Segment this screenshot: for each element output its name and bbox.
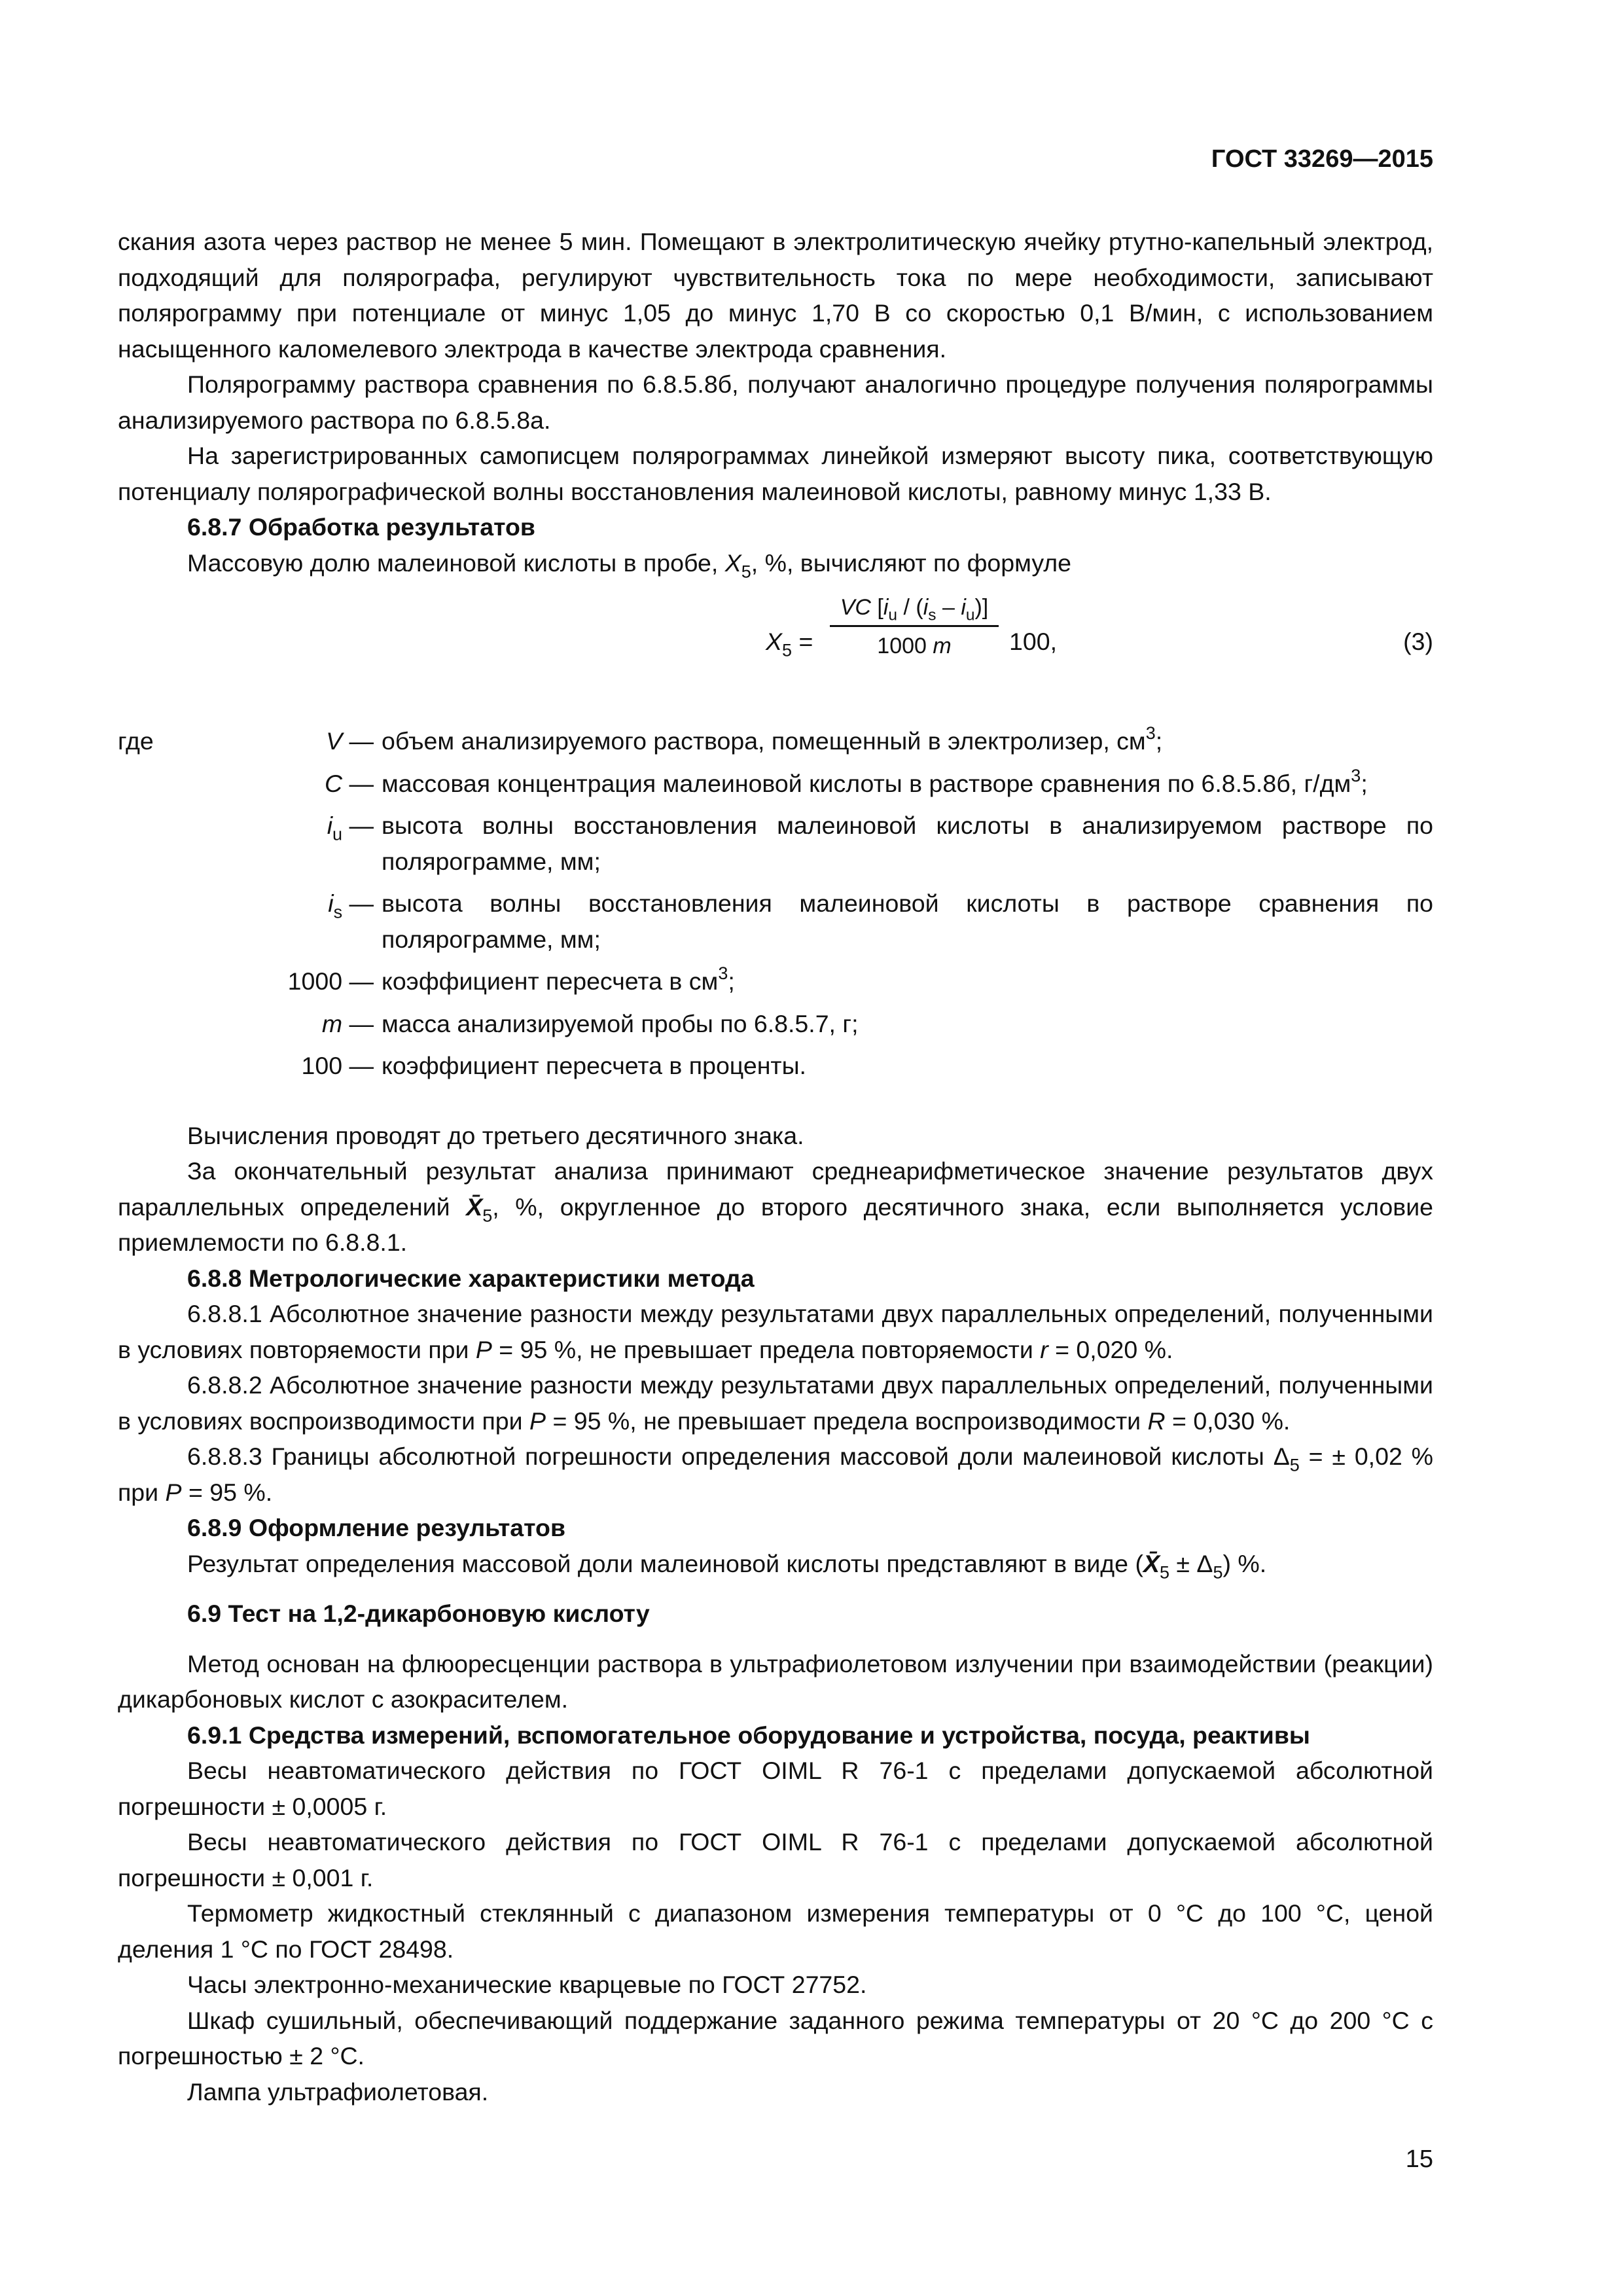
spacer [118, 1090, 1433, 1118]
definition-row [118, 963, 1433, 999]
document-header: ГОСТ 33269—2015 [1211, 145, 1433, 173]
definition-symbol: V — [326, 727, 374, 755]
spacer [118, 1581, 1433, 1596]
definition-text: высота волны восстановления малеиновой кислоты в растворе сравнения по полярограмме, мм; [382, 889, 1433, 953]
definition-text: коэффициент пересчета в проценты. [382, 1052, 806, 1079]
paragraph: Вычисления проводят до третьего десятичного знака. [187, 1121, 804, 1149]
definition-text: массовая концентрация малеиновой кислоты в растворе сравнения по 6.8.5.8б, $г/дм^3$; [382, 765, 1368, 797]
definition-row [118, 886, 1433, 957]
definition-symbol: $i_s$ — [328, 889, 374, 922]
formula-number: (3) [1403, 628, 1433, 655]
definition-row [118, 723, 1433, 759]
paragraph: Метод основан на флюоресценции раствора в ультрафиолетовом излучении при взаимодействии (реакции) дикарбоновых кислот с азокрасителем. [118, 1649, 1433, 1713]
section-heading-6-9-1: 6.9.1 Средства измерений, вспомогательное оборудование и устройства, посуда, реактивы [187, 1721, 1310, 1749]
definition-row [118, 1006, 1433, 1042]
definition-symbol: C — [324, 769, 374, 797]
page-number: 15 [1405, 2145, 1433, 2173]
definition-symbol: $i_u$ — [327, 812, 374, 844]
paragraph: Полярограмму раствора сравнения по 6.8.5.8б, получают аналогично процедуре получения полярограммы анализируемого раствора по 6.8.5.8а. [118, 370, 1433, 434]
paragraph: Термометр жидкостный стеклянный с диапазоном измерения температуры от 0 °С до 100 °С, ценой деления 1 °С по ГОСТ 28498. [118, 1899, 1433, 1963]
fraction-bar [830, 625, 999, 627]
definition-text: коэффициент пересчета в $см^3$; [382, 963, 735, 995]
formula-denominator: 1000 m [877, 634, 952, 658]
spacer [118, 1632, 1433, 1646]
where-label: где [118, 727, 154, 755]
paragraph: Весы неавтоматического действия по ГОСТ OIML R 76-1 с пределами допускаемой абсолютной погрешности ± 0,001 г. [118, 1828, 1433, 1892]
definition-symbol: 100 — [301, 1052, 374, 1079]
paragraph: Весы неавтоматического действия по ГОСТ OIML R 76-1 с пределами допускаемой абсолютной погрешности ± 0,0005 г. [118, 1757, 1433, 1820]
formula-lhs: $X_5$ = [766, 628, 813, 660]
paragraph: На зарегистрированных самописцем полярограммах линейкой измеряют высоту пика, соответствующую потенциалу полярографической волны восстановления малеиновой кислоты, равному минус 1,33 В. [118, 442, 1433, 505]
section-heading-6-8-7: 6.8.7 Обработка результатов [187, 513, 535, 541]
section-heading-6-8-8: 6.8.8 Метрологические характеристики метода [187, 1264, 755, 1292]
variable-definitions [118, 723, 1433, 1084]
definition-row [118, 1048, 1433, 1084]
paragraph: Шкаф сушильный, обеспечивающий поддержание заданного режима температуры от 20 °С до 200 °С с погрешностью ± 2 °С. [118, 2006, 1433, 2070]
formula-numerator: VC $[i_u / (i_s - i_u)]$ [840, 595, 989, 624]
formula-tail: 100, [1009, 628, 1057, 655]
definition-text: высота волны восстановления малеиновой кислоты в анализируемом растворе по полярограмме, мм; [382, 812, 1433, 875]
paragraph: 6.8.8.2 Абсолютное значение разности между результатами двух параллельных определений, полученными в условиях воспроизводимости при P = 95 %, не превышает предела воспроизводимости R = 0,030 %. [118, 1371, 1433, 1435]
document-body [118, 224, 1433, 2109]
paragraph: Часы электронно-механические кварцевые по ГОСТ 27752. [187, 1971, 867, 1998]
definition-row [118, 808, 1433, 879]
paragraph: Результат определения массовой доли малеиновой кислоты представляют в виде $(X̄_5 \pm \Delta_5)$ %. [187, 1549, 1267, 1582]
definition-text: объем анализируемого раствора, помещенный в электролизер, $см^3$; [382, 723, 1163, 755]
definition-text: масса анализируемой пробы по 6.8.5.7, г; [382, 1009, 859, 1037]
paragraph: 6.8.8.1 Абсолютное значение разности между результатами двух параллельных определений, полученными в условиях повторяемости при P = 95 %, не превышает предела повторяемости r = 0,020 %. [118, 1300, 1433, 1363]
paragraph: скания азота через раствор не менее 5 мин. Помещают в электролитическую ячейку ртутно-капельный электрод, подходящий для полярографа, регулируют чувствительность тока по мере необходимости, записывают полярограмму при потенциале от минус 1,05 до минус 1,70 В со скоростью 0,1 В/мин, с использованием насыщенного каломелевого электрода в качестве электрода сравнения. [118, 228, 1433, 363]
definition-symbol: m — [321, 1009, 374, 1037]
section-heading-6-9: 6.9 Тест на 1,2-дикарбоновую кислоту [187, 1600, 650, 1627]
paragraph: Лампа ультрафиолетовая. [187, 2077, 489, 2106]
formula-fraction [830, 591, 999, 662]
paragraph: 6.8.8.3 Границы абсолютной погрешности определения массовой доли малеиновой кислоты $\Delta_5$ = ± 0,02 % при P = 95 %. [118, 1443, 1433, 1506]
formula-3 [118, 590, 1433, 692]
paragraph: Массовую долю малеиновой кислоты в пробе, $X_5$, %, вычисляют по формуле [187, 548, 1072, 581]
section-heading-6-8-9: 6.8.9 Оформление результатов [187, 1514, 565, 1541]
definition-symbol: 1000 — [287, 967, 374, 995]
definition-row [118, 766, 1433, 802]
paragraph: За окончательный результат анализа принимают среднеарифметическое значение результатов двух параллельных определений $X̄_5$, %, округленное до второго десятичного знака, если выполняется условие приемлемости по 6.8.8.1. [118, 1157, 1434, 1256]
